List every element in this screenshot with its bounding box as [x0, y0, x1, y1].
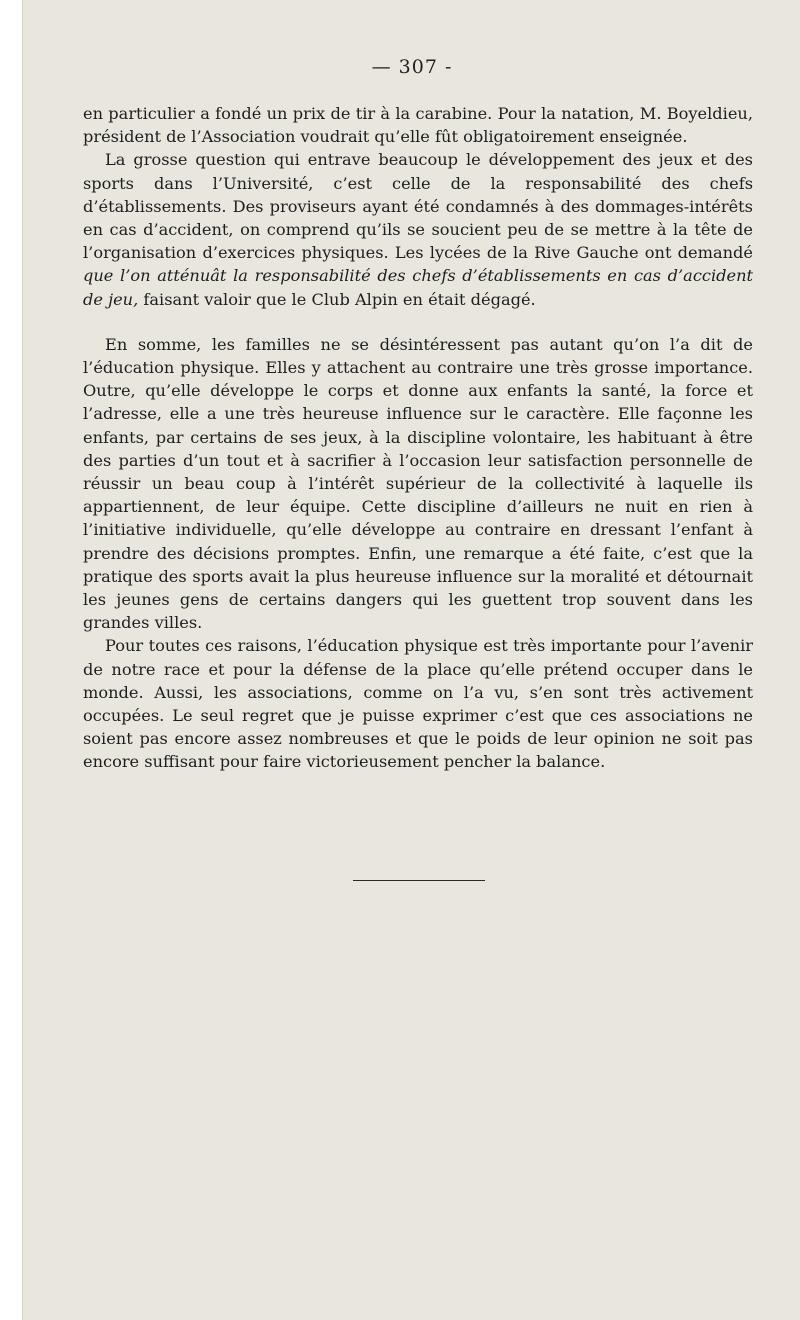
section-separator-rule [353, 880, 485, 881]
book-page [22, 0, 800, 1320]
text-run: La grosse question qui entrave beaucoup le développement des jeux et des sports dans l’Université, c’est celle de la responsabilité des chefs d’établissements. Des proviseurs ayant été condamnés à des dommages-intérêts en cas d’accident, on comprend qu’ils se soucient peu de se mettre à la tête de l’organisation d’exercices physiques. Les lycées de la Rive Gauche ont demandé [83, 150, 753, 263]
paragraph [83, 148, 753, 310]
text-run: En somme, les familles ne se désintéressent pas autant qu’on l’a dit de l’éducation physique. Elles y attachent au contraire une très grosse importance. Outre, qu’elle développe le corps et donne aux enfants la santé, la force et l’adresse, elle a une très heureuse influence sur le caractère. Elle façonne les enfants, par certains de ses jeux, à la discipline volontaire, les habituant à être des parties d’un tout et à sacrifier à l’occasion leur satisfaction personnelle de réussir un beau coup à l’intérêt supérieur de la collectivité à laquelle ils appartiennent, de leur équipe. Cette discipline d’ailleurs ne nuit en rien à l’initiative individuelle, qu’elle développe au contraire en dressant l’enfant à prendre des décisions promptes. Enfin, une remarque a été faite, c’est que la pratique des sports avait la plus heureuse influence sur la moralité et détournait les jeunes gens de certains dangers qui les guettent trop souvent dans les grandes villes. [83, 334, 753, 633]
text-run: Pour toutes ces raisons, l’éducation physique est très importante pour l’avenir de notre race et pour la défense de la place qu’elle prétend occuper dans le monde. Aussi, les associations, comme on l’a vu, s’en sont très activement occupées. Le seul regret que je puisse exprimer c’est que ces associations ne soient pas encore assez nombreuses et que le poids de leur opinion ne soit pas encore suffisant pour faire victorieusement pencher la balance. [83, 636, 753, 772]
italic-text-run: que l’on atténuât la responsabilité des chefs d’établissements en cas d’accident de jeu, [83, 266, 753, 309]
text-run: faisant valoir que le Club Alpin en était dégagé. [138, 289, 536, 309]
page-number: — 307 - [371, 56, 453, 78]
text-run: en particulier a fondé un prix de tir à la carabine. Pour la natation, M. Boyeldieu, président de l’Association voudrait qu’elle fût obligatoirement enseignée. [83, 104, 753, 147]
paragraph [83, 333, 753, 635]
paragraph [83, 102, 753, 148]
paragraph [83, 634, 753, 773]
body-text [83, 102, 753, 774]
